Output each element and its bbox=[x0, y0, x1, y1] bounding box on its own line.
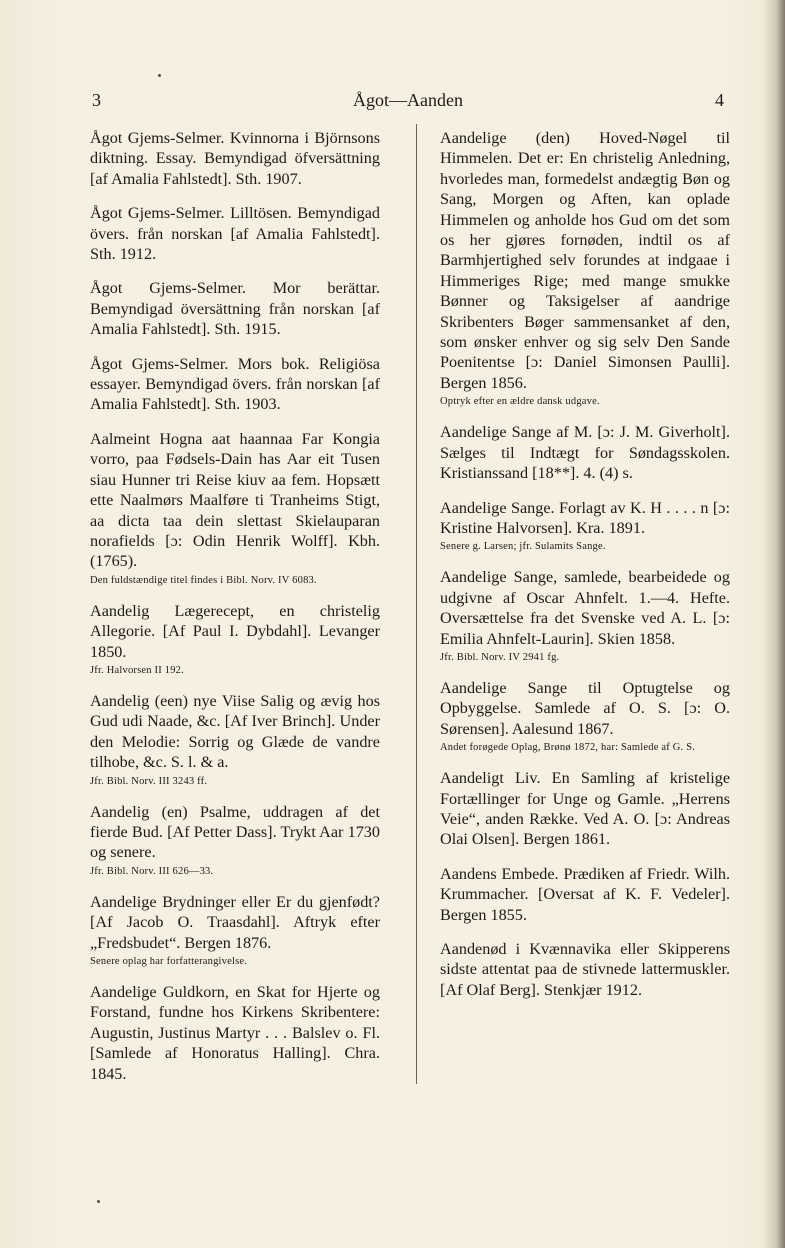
entry bbox=[440, 498, 730, 554]
entry-note: Den fuldstændige titel findes i Bibl. Norv. IV 6083. bbox=[90, 574, 317, 586]
page-number-right: 4 bbox=[715, 90, 724, 110]
entry-text: Ågot Gjems-Selmer. Lilltösen. Bemyndigad övers. från norskan [af Amalia Fahlstedt]. Sth. 1912. bbox=[90, 204, 380, 264]
entry-text: Aandeligt Liv. En Samling af kristelige Fortællinger for Unge og Gamle. „Herrens Veie“, anden Række. Ved A. O. [ɔ: Andreas Olai Olsen]. Bergen 1861. bbox=[440, 769, 730, 849]
entry-text: Aandelige Sange til Optugtelse og Opbyggelse. Samlede af O. S. [ɔ: O. Sørensen]. Aalesund 1867. bbox=[440, 678, 730, 738]
entry-text: Aandelig (en) Psalme, uddragen af det fierde Bud. [Af Petter Dass]. Trykt Aar 1730 og senere. bbox=[90, 802, 380, 862]
entry bbox=[90, 802, 380, 878]
entry bbox=[440, 422, 730, 483]
entry-note: Jfr. Bibl. Norv. IV 2941 fg. bbox=[440, 651, 560, 663]
entry bbox=[90, 429, 380, 587]
entry-text: Aandelige Brydninger eller Er du gjenfødt? [Af Jacob O. Traasdahl]. Aftryk efter „Fredsbudet“. Bergen 1876. bbox=[90, 892, 380, 952]
entry-text: Aandelige (den) Hoved-Nøgel til Himmelen. Det er: En christelig Anledning, hvorledes man, formedelst andægtig Bøn og Sang, Morgen og Aften, kan oplade Himmelen og anholde hos Gud om det som os her gjøres fornøden, indtil os af Barmhjertighed selv forundes at indgaae i Himmeriges Rige; med mange smukke Bønner og Taksigelser af aandrige Skribenters Bøger sammensanket af den, som ønsker enhver og sig selv Den Sande Poenitentse [ɔ: Daniel Simonsen Paulli]. Bergen 1856. bbox=[440, 129, 730, 392]
entry bbox=[440, 567, 730, 664]
paper-speck bbox=[97, 1200, 100, 1203]
entry-text: Aandelig Lægerecept, en christelig Allegorie. [Af Paul I. Dybdahl]. Levanger 1850. bbox=[90, 601, 380, 661]
right-column bbox=[440, 128, 730, 1014]
entry bbox=[90, 354, 380, 415]
entry bbox=[90, 601, 380, 677]
entry-text: Aandelige Sange, samlede, bearbeidede og udgivne af Oscar Ahnfelt. 1.—4. Hefte. Oversættelse fra det Svenske ved A. L. [ɔ: Emilia Ahnfelt-Laurin]. Skien 1858. bbox=[440, 568, 730, 648]
entry bbox=[90, 892, 380, 968]
entry-text: Aandelig (een) nye Viise Salig og ævig hos Gud udi Naade, &c. [Af Iver Brinch]. Under den Melodie: Sorrig og Glæde de vandre tilhobe, &c. S. l. & a. bbox=[90, 691, 380, 772]
page-header bbox=[92, 90, 724, 116]
running-title: Ågot—Aanden bbox=[353, 90, 463, 110]
entry-note: Senere oplag har forfatterangivelse. bbox=[90, 956, 248, 967]
entry-note: Jfr. Bibl. Norv. III 626—33. bbox=[90, 865, 214, 877]
entry-text: Aandelige Guldkorn, en Skat for Hjerte og Forstand, fundne hos Kirkens Skribentere: Augustin, Justinus Martyr . . . Balslev o. Fl. [Samlede af Honoratus Halling]. Chra. 1845. bbox=[90, 983, 380, 1083]
entry-text: Aandelige Sange af M. [ɔ: J. M. Giverholt]. Sælges til Indtægt for Søndagsskolen. Kristianssand [18**]. 4. (4) s. bbox=[440, 423, 730, 483]
entry bbox=[440, 939, 730, 1000]
entry-text: Ågot Gjems-Selmer. Mors bok. Religiösa essayer. Bemyndigad övers. från norskan [af Amalia Fahlstedt]. Sth. 1903. bbox=[90, 354, 380, 414]
page-edge-shadow bbox=[763, 0, 785, 1248]
entry-text: Aandens Embede. Prædiken af Friedr. Wilh. Krummacher. [Oversat af K. F. Vedeler]. Bergen 1855. bbox=[440, 864, 730, 924]
entry-text: Ågot Gjems-Selmer. Kvinnorna i Björnsons diktning. Essay. Bemyndigad öfversättning [af Amalia Fahlstedt]. Sth. 1907. bbox=[90, 129, 380, 188]
entry-note: Jfr. Bibl. Norv. III 3243 ff. bbox=[90, 775, 208, 787]
entry bbox=[440, 128, 730, 408]
paper-speck bbox=[158, 74, 161, 77]
entry-note: Andet forøgede Oplag, Brønø 1872, har: Samlede af G. S. bbox=[440, 742, 696, 754]
entry-text: Aalmeint Hogna aat haannaa Far Kongia vorro, paa Fødsels-Dain has Aar eit Tusen siau Hunner tri Reise kiuv aa fem. Hopsætt ette Naalmørs Maalføre ti Tranheims Stigt, aa dicta taa dein slettast Skielauparan norafields [ɔ: Odin Henrik Wolff]. Kbh. (1765). bbox=[90, 429, 380, 571]
entry-text: Aandenød i Kvænnavika eller Skipperens sidste attentat paa de stivnede lattermuskler. [Af Olaf Berg]. Stenkjær 1912. bbox=[440, 940, 730, 999]
entry-note: Jfr. Halvorsen II 192. bbox=[90, 664, 184, 676]
column-divider bbox=[416, 124, 417, 1084]
entry bbox=[90, 203, 380, 264]
page-number-left: 3 bbox=[92, 90, 101, 110]
entry-note: Senere g. Larsen; jfr. Sulamits Sange. bbox=[440, 541, 606, 553]
entry bbox=[90, 691, 380, 788]
entry bbox=[90, 278, 380, 339]
entry bbox=[440, 678, 730, 754]
entry bbox=[440, 864, 730, 925]
entry-note: Optryk efter en ældre dansk udgave. bbox=[440, 396, 600, 408]
entry-text: Aandelige Sange. Forlagt av K. H . . . . n [ɔ: Kristine Halvorsen]. Kra. 1891. bbox=[440, 498, 730, 537]
entry bbox=[90, 128, 380, 189]
entry bbox=[90, 982, 380, 1084]
entry-text: Ågot Gjems-Selmer. Mor berättar. Bemyndigad översättning från norskan [af Amalia Fahlstedt]. Sth. 1915. bbox=[90, 279, 380, 339]
left-column bbox=[90, 128, 380, 1098]
entry bbox=[440, 768, 730, 850]
